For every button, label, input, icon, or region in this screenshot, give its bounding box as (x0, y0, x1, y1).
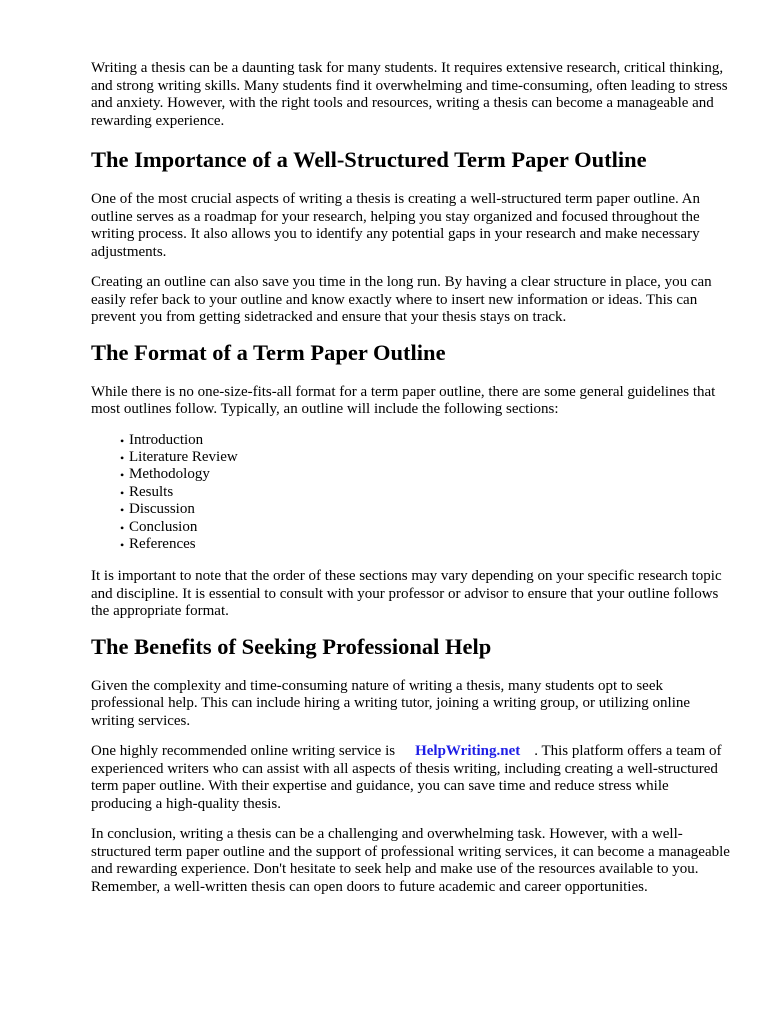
list-item-label: Conclusion (129, 518, 198, 535)
benefits-paragraph-1: Given the complexity and time-consuming nature of writing a thesis, many students opt to seek professional help. This can include hiring a writing tutor, joining a writing group, or utilizing online writing services. (91, 677, 691, 729)
list-item-label: Results (129, 483, 174, 500)
benefits-text-before-link: One highly recommended online writing service is (91, 743, 396, 760)
benefits-text-after-link: . This platform offers a team of experienced writers who can assist with all aspects of thesis writing, including creating a well-structured term paper outline. With their expertise and guidance, you can save time and reduce stress while producing a high-quality thesis. (91, 743, 722, 812)
heading-benefits: The Benefits of Seeking Professional Help (91, 633, 492, 659)
format-paragraph-note: It is important to note that the order of these sections may vary depending on your specific research topic and discipline. It is essential to consult with your professor or advisor to ensure that your outline follows the appropriate format. (91, 568, 722, 620)
list-item (120, 536, 731, 553)
list-item (120, 466, 731, 483)
list-item-label: Introduction (129, 431, 204, 448)
outline-sections-list (91, 432, 731, 554)
list-item (120, 501, 731, 518)
bullet-icon: • (120, 485, 125, 500)
list-item (120, 519, 731, 536)
bullet-icon: • (120, 433, 125, 448)
list-item-label: Methodology (129, 466, 210, 483)
benefits-paragraph-2 (91, 743, 731, 813)
list-item (120, 449, 731, 466)
heading-format: The Format of a Term Paper Outline (91, 339, 446, 365)
document-page (91, 60, 731, 909)
heading-importance: The Importance of a Well-Structured Term Paper Outline (91, 147, 647, 172)
list-item-label: Literature Review (129, 448, 238, 465)
intro-paragraph: Writing a thesis can be a daunting task for many students. It requires extensive research, critical thinking, and strong writing skills. Many students find it overwhelming and time-consuming, often leading to stress and anxiety. However, with the right tools and resources, writing a thesis can become a manageable and rewarding experience. (91, 60, 728, 129)
bullet-icon: • (120, 520, 125, 535)
bullet-icon: • (120, 468, 125, 483)
list-item-label: Discussion (129, 501, 195, 518)
format-paragraph-intro: While there is no one-size-fits-all format for a term paper outline, there are some general guidelines that most outlines follow. Typically, an outline will include the following sections: (91, 383, 716, 417)
importance-paragraph-2: Creating an outline can also save you time in the long run. By having a clear structure in place, you can easily refer back to your outline and know exactly where to insert new information or ideas. This can prevent you from getting sidetracked and ensure that your thesis stays on track. (91, 274, 712, 325)
bullet-icon: • (120, 537, 125, 552)
bullet-icon: • (120, 450, 125, 465)
list-item (120, 432, 731, 449)
list-item (120, 484, 731, 501)
conclusion-paragraph: In conclusion, writing a thesis can be a challenging and overwhelming task. However, with a well-structured term paper outline and the support of professional writing services, it can become a manageable and rewarding experience. Don't hesitate to seek help and make use of the resources available to you. Remember, a well-written thesis can open doors to future academic and career opportunities. (91, 826, 730, 895)
importance-paragraph-1: One of the most crucial aspects of writing a thesis is creating a well-structured term paper outline. An outline serves as a roadmap for your research, helping you stay organized and focused throughout the writing process. It also allows you to identify any potential gaps in your research and make necessary adjustments. (91, 191, 700, 260)
helpwriting-link[interactable]: HelpWriting.net (415, 743, 521, 760)
bullet-icon: • (120, 503, 125, 518)
list-item-label: References (129, 535, 196, 552)
